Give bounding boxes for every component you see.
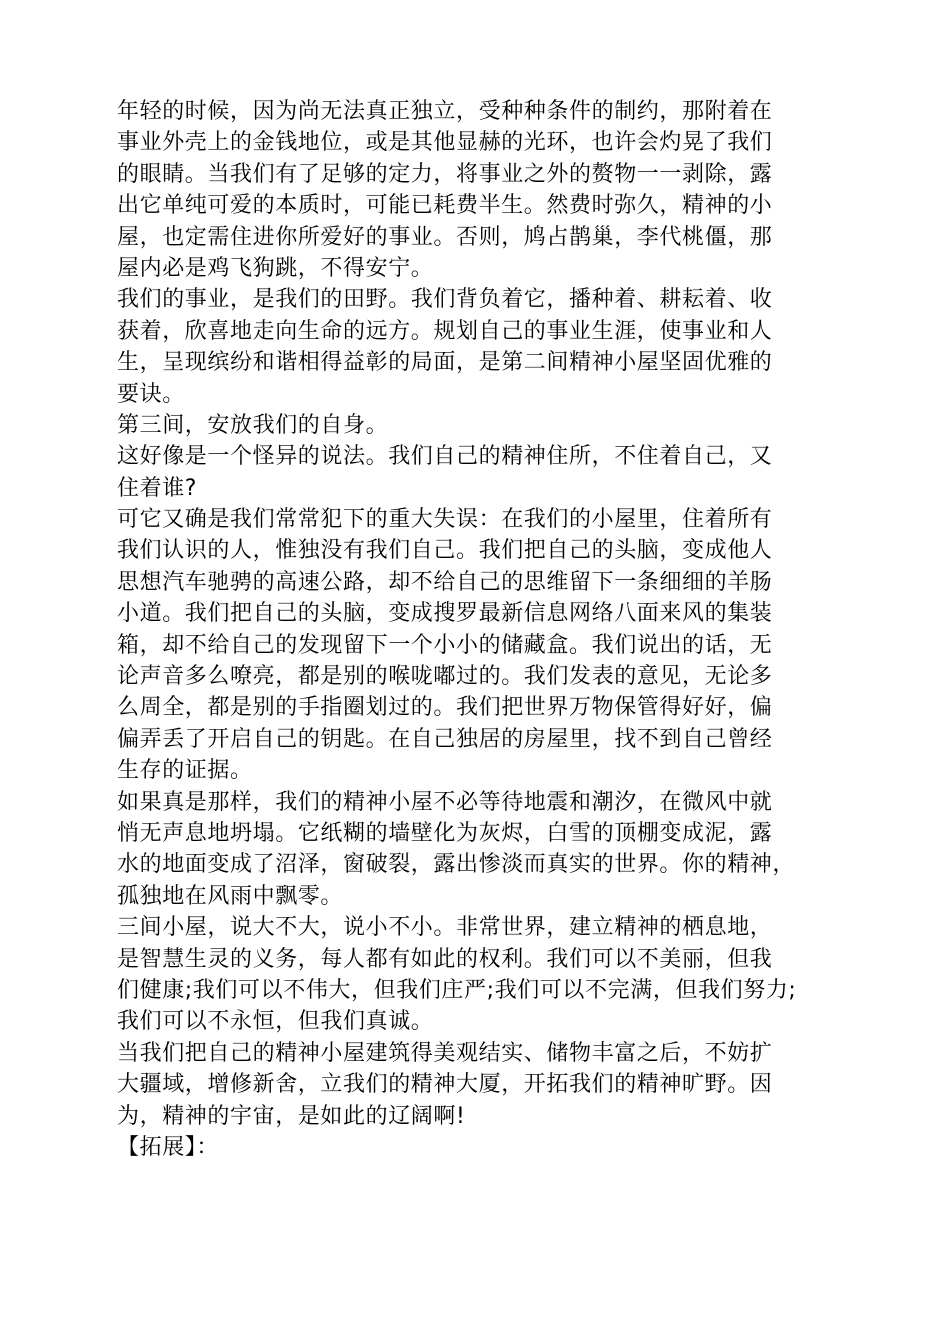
- text-line: 悄无声息地坍塌。它纸糊的墙壁化为灰烬，白雪的顶棚变成泥，露: [117, 820, 773, 846]
- text-line: 要诀。: [117, 381, 185, 407]
- text-line: 我们的事业，是我们的田野。我们背负着它，播种着、耕耘着、收: [117, 287, 773, 313]
- text-line: 论声音多么嘹亮，都是别的喉咙嘟过的。我们发表的意见，无论多: [117, 664, 773, 690]
- text-line: 生，呈现缤纷和谐相得益彰的局面，是第二间精神小屋坚固优雅的: [117, 350, 773, 376]
- text-line: 第三间，安放我们的自身。: [117, 412, 389, 438]
- text-line: 孤独地在风雨中飘零。: [117, 883, 344, 909]
- text-line: 住着谁?: [117, 475, 198, 501]
- text-line: 这好像是一个怪异的说法。我们自己的精神住所，不住着自己，又: [117, 444, 773, 470]
- text-line: 思想汽车驰骋的高速公路，却不给自己的思维留下一条细细的羊肠: [117, 569, 773, 595]
- text-line: 可它又确是我们常常犯下的重大失误：在我们的小屋里，住着所有: [117, 507, 773, 533]
- text-line: 出它单纯可爱的本质时，可能已耗费半生。然费时弥久，精神的小: [117, 193, 773, 219]
- text-line: 年轻的时候，因为尚无法真正独立，受种种条件的制约，那附着在: [117, 99, 773, 124]
- text-line: 箱，却不给自己的发现留下一个小小的储藏盒。我们说出的话，无: [117, 632, 773, 658]
- text-line: 事业外壳上的金钱地位，或是其他显赫的光环，也许会灼晃了我们: [117, 130, 773, 156]
- text-line: 小道。我们把自己的头脑，变成搜罗最新信息网络八面来风的集装: [117, 601, 773, 627]
- text-line: 的眼睛。当我们有了足够的定力，将事业之外的赘物一一剥除，露: [117, 161, 773, 187]
- text-line: 们健康;我们可以不伟大，但我们庄严;我们可以不完满，但我们努力;: [117, 977, 797, 1003]
- text-line: 是智慧生灵的义务，每人都有如此的权利。我们可以不美丽，但我: [117, 946, 773, 972]
- text-line: 屋，也定需住进你所爱好的事业。否则，鸠占鹊巢，李代桃僵，那: [117, 224, 773, 250]
- body-text: [117, 96, 857, 1163]
- text-line: 当我们把自己的精神小屋建筑得美观结实、储物丰富之后，不妨扩: [117, 1040, 773, 1066]
- text-line: 生存的证据。: [117, 758, 253, 784]
- text-line: 么周全，都是别的手指圈划过的。我们把世界万物保管得好好，偏: [117, 695, 773, 721]
- text-line: 获着，欣喜地走向生命的远方。规划自己的事业生涯，使事业和人: [117, 318, 773, 344]
- text-line: 我们认识的人，惟独没有我们自己。我们把自己的头脑，变成他人: [117, 538, 773, 564]
- text-line: 我们可以不永恒，但我们真诚。: [117, 1009, 434, 1035]
- text-line: 水的地面变成了沼泽，窗破裂，露出惨淡而真实的世界。你的精神，: [117, 852, 796, 878]
- text-line: 为，精神的宇宙，是如此的辽阔啊!: [117, 1103, 466, 1129]
- text-line: 三间小屋，说大不大，说小不小。非常世界，建立精神的栖息地，: [117, 915, 773, 941]
- text-line: 大疆域，增修新舍，立我们的精神大厦，开拓我们的精神旷野。因: [117, 1072, 773, 1098]
- section-heading-expansion: 【拓展】：: [117, 1134, 220, 1160]
- text-line: 屋内必是鸡飞狗跳，不得安宁。: [117, 255, 434, 281]
- text-line: 如果真是那样，我们的精神小屋不必等待地震和潮汐，在微风中就: [117, 789, 773, 815]
- text-line: 偏弄丢了开启自己的钥匙。在自己独居的房屋里，找不到自己曾经: [117, 726, 773, 752]
